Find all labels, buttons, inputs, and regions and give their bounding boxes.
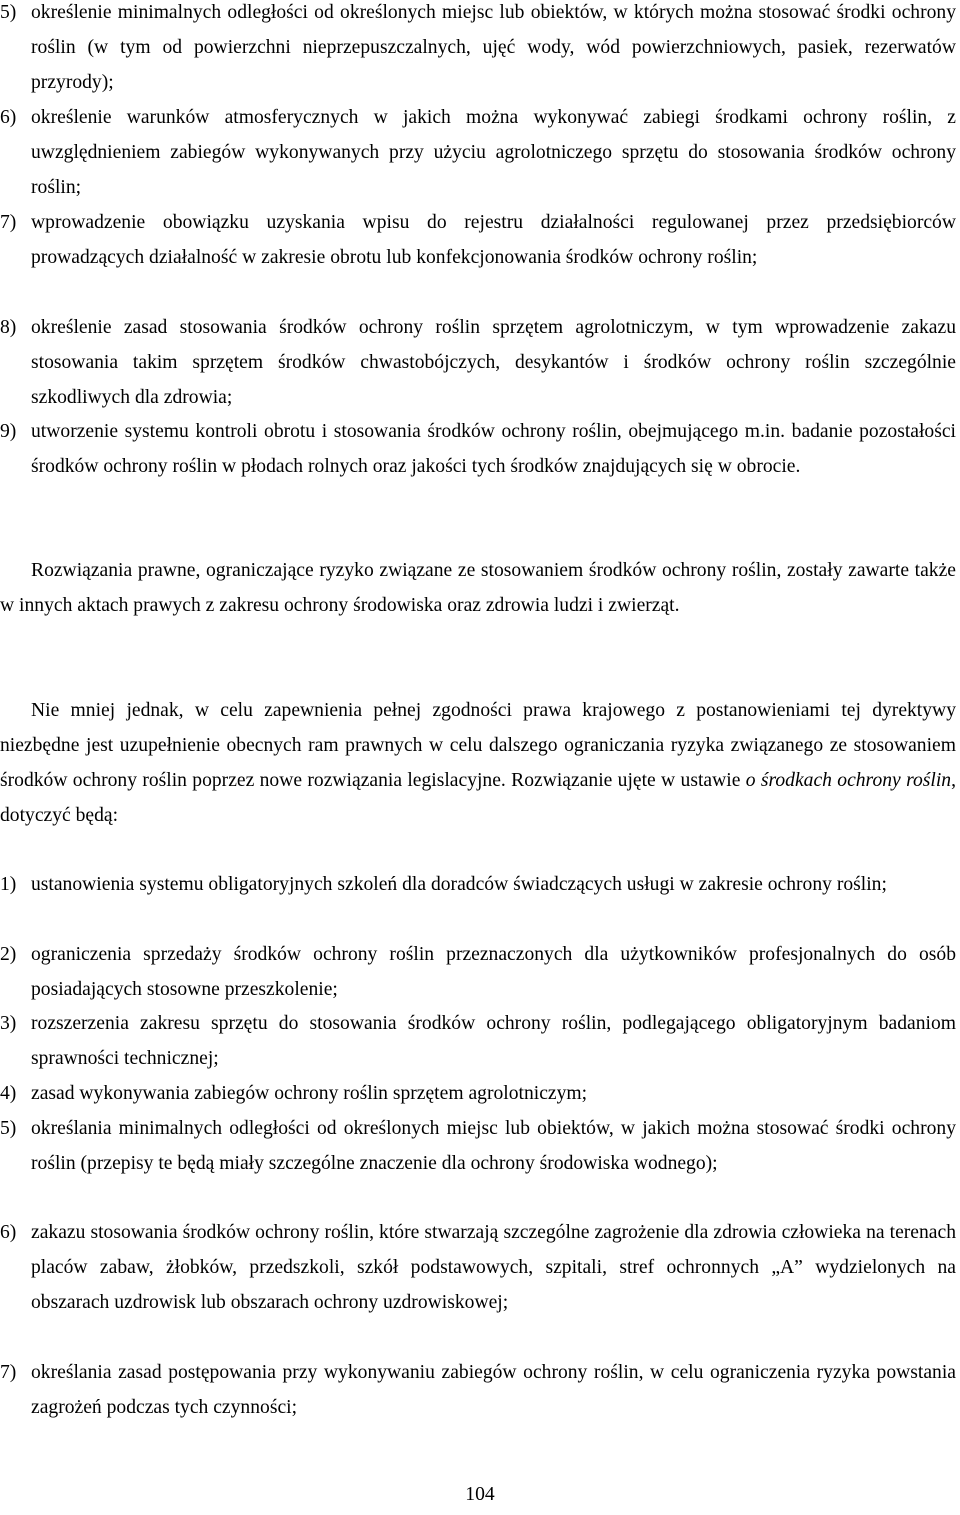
list-item-text: określania zasad postępowania przy wykonywaniu zabiegów ochrony roślin, w celu ograniczenia ryzyka powstania zagrożeń podczas tych czynności; xyxy=(31,1362,956,1418)
list-item-text: określenie minimalnych odległości od określonych miejsc lub obiektów, w których można stosować środki ochrony roślin (w tym od powierzchni nieprzepuszczalnych, ujęć wody, wód powierzchniowych, pasiek, rezerwatów przyrody); xyxy=(31,2,956,93)
list-item-text: określania minimalnych odległości od określonych miejsc lub obiektów, w jakich można stosować środki ochrony roślin (przepisy te będą miały szczególne znaczenie dla ochrony środowiska wodnego); xyxy=(31,1118,956,1174)
paragraph-text-end: , dotyczyć będą: xyxy=(0,770,956,826)
list-item xyxy=(0,100,956,205)
list-item-text: ograniczenia sprzedaży środków ochrony roślin przeznaczonych dla użytkowników profesjonalnych do osób posiadających stosowne przeszkolenie; xyxy=(31,944,956,1000)
list-item-text: zasad wykonywania zabiegów ochrony roślin sprzętem agrolotniczym; xyxy=(31,1083,588,1104)
list-item xyxy=(0,0,956,100)
paragraph-legal-solutions: Rozwiązania prawne, ograniczające ryzyko związane ze stosowaniem środków ochrony roślin, zostały zawarte także w innych aktach prawych z zakresu ochrony środowiska oraz zdrowia ludzi i zwierząt. xyxy=(0,560,956,616)
list-item xyxy=(0,205,956,275)
list-item xyxy=(0,414,956,484)
list-item-text: ustanowienia systemu obligatoryjnych szkoleń dla doradców świadczących usługi w zakresie ochrony roślin; xyxy=(31,874,887,895)
paragraph-text: Nie mniej jednak, w celu zapewnienia pełnej zgodności prawa krajowego z postanowieniami tej dyrektywy niezbędne jest uzupełnienie obecnych ram prawnych w celu dalszego ograniczania ryzyka związanego ze stosowaniem środków ochrony roślin poprzez nowe rozwiązania legislacyjne. Rozwiązanie ujęte w ustawie xyxy=(0,700,956,791)
list-item-number: 7) xyxy=(0,212,17,233)
list-item-text: rozszerzenia zakresu sprzętu do stosowania środków ochrony roślin, podlegającego obligatoryjnym badaniom sprawności technicznej; xyxy=(31,1013,956,1069)
list-item-number: 8) xyxy=(0,317,17,338)
list-item-number: 9) xyxy=(0,421,17,442)
act-title: o środkach ochrony roślin xyxy=(745,770,952,791)
list-item-number: 2) xyxy=(0,944,17,965)
list-item-text: określenie zasad stosowania środków ochrony roślin sprzętem agrolotniczym, w tym wprowadzenie zakazu stosowania takim sprzętem środków chwastobójczych, desykantów i środków ochrony roślin szczególnie szkodliwych dla zdrowia; xyxy=(31,317,956,408)
list-item xyxy=(0,937,956,1007)
list-item-number: 5) xyxy=(0,1118,17,1139)
list-item xyxy=(0,867,956,902)
list-item-number: 6) xyxy=(0,107,17,128)
list-item-number: 7) xyxy=(0,1362,17,1383)
list-item-number: 4) xyxy=(0,1083,17,1104)
list-item-number: 1) xyxy=(0,874,17,895)
list-item-number: 5) xyxy=(0,2,17,23)
list-item-text: utworzenie systemu kontroli obrotu i stosowania środków ochrony roślin, obejmującego m.in. badanie pozostałości środków ochrony roślin w płodach rolnych oraz jakości tych środków znajdujących się w obrocie. xyxy=(31,421,956,477)
list-item xyxy=(0,1076,956,1111)
list-item xyxy=(0,1215,956,1320)
list-item xyxy=(0,1006,956,1076)
list-item-number: 6) xyxy=(0,1222,17,1243)
list-item-text: określenie warunków atmosferycznych w jakich można wykonywać zabiegi środkami ochrony roślin, z uwzględnieniem zabiegów wykonywanych przy użyciu agrolotniczego sprzętu do stosowania środków ochrony roślin; xyxy=(31,107,956,198)
paragraph-directive-compliance xyxy=(0,693,956,833)
list-item-number: 3) xyxy=(0,1013,17,1034)
list-item xyxy=(0,1111,956,1181)
list-item xyxy=(0,1355,956,1425)
list-item-text: wprowadzenie obowiązku uzyskania wpisu do rejestru działalności regulowanej przez przedsiębiorców prowadzących działalność w zakresie obrotu lub konfekcjonowania środków ochrony roślin; xyxy=(31,212,956,268)
list-item xyxy=(0,310,956,415)
list-item-text: zakazu stosowania środków ochrony roślin, które stwarzają szczególne zagrożenie dla zdrowia człowieka na terenach placów zabaw, żłobków, przedszkoli, szkół podstawowych, szpitali, stref ochronnych „A” wydzielonych na obszarach uzdrowisk lub obszarach ochrony uzdrowiskowej; xyxy=(31,1222,956,1313)
page-number: 104 xyxy=(465,1484,495,1505)
